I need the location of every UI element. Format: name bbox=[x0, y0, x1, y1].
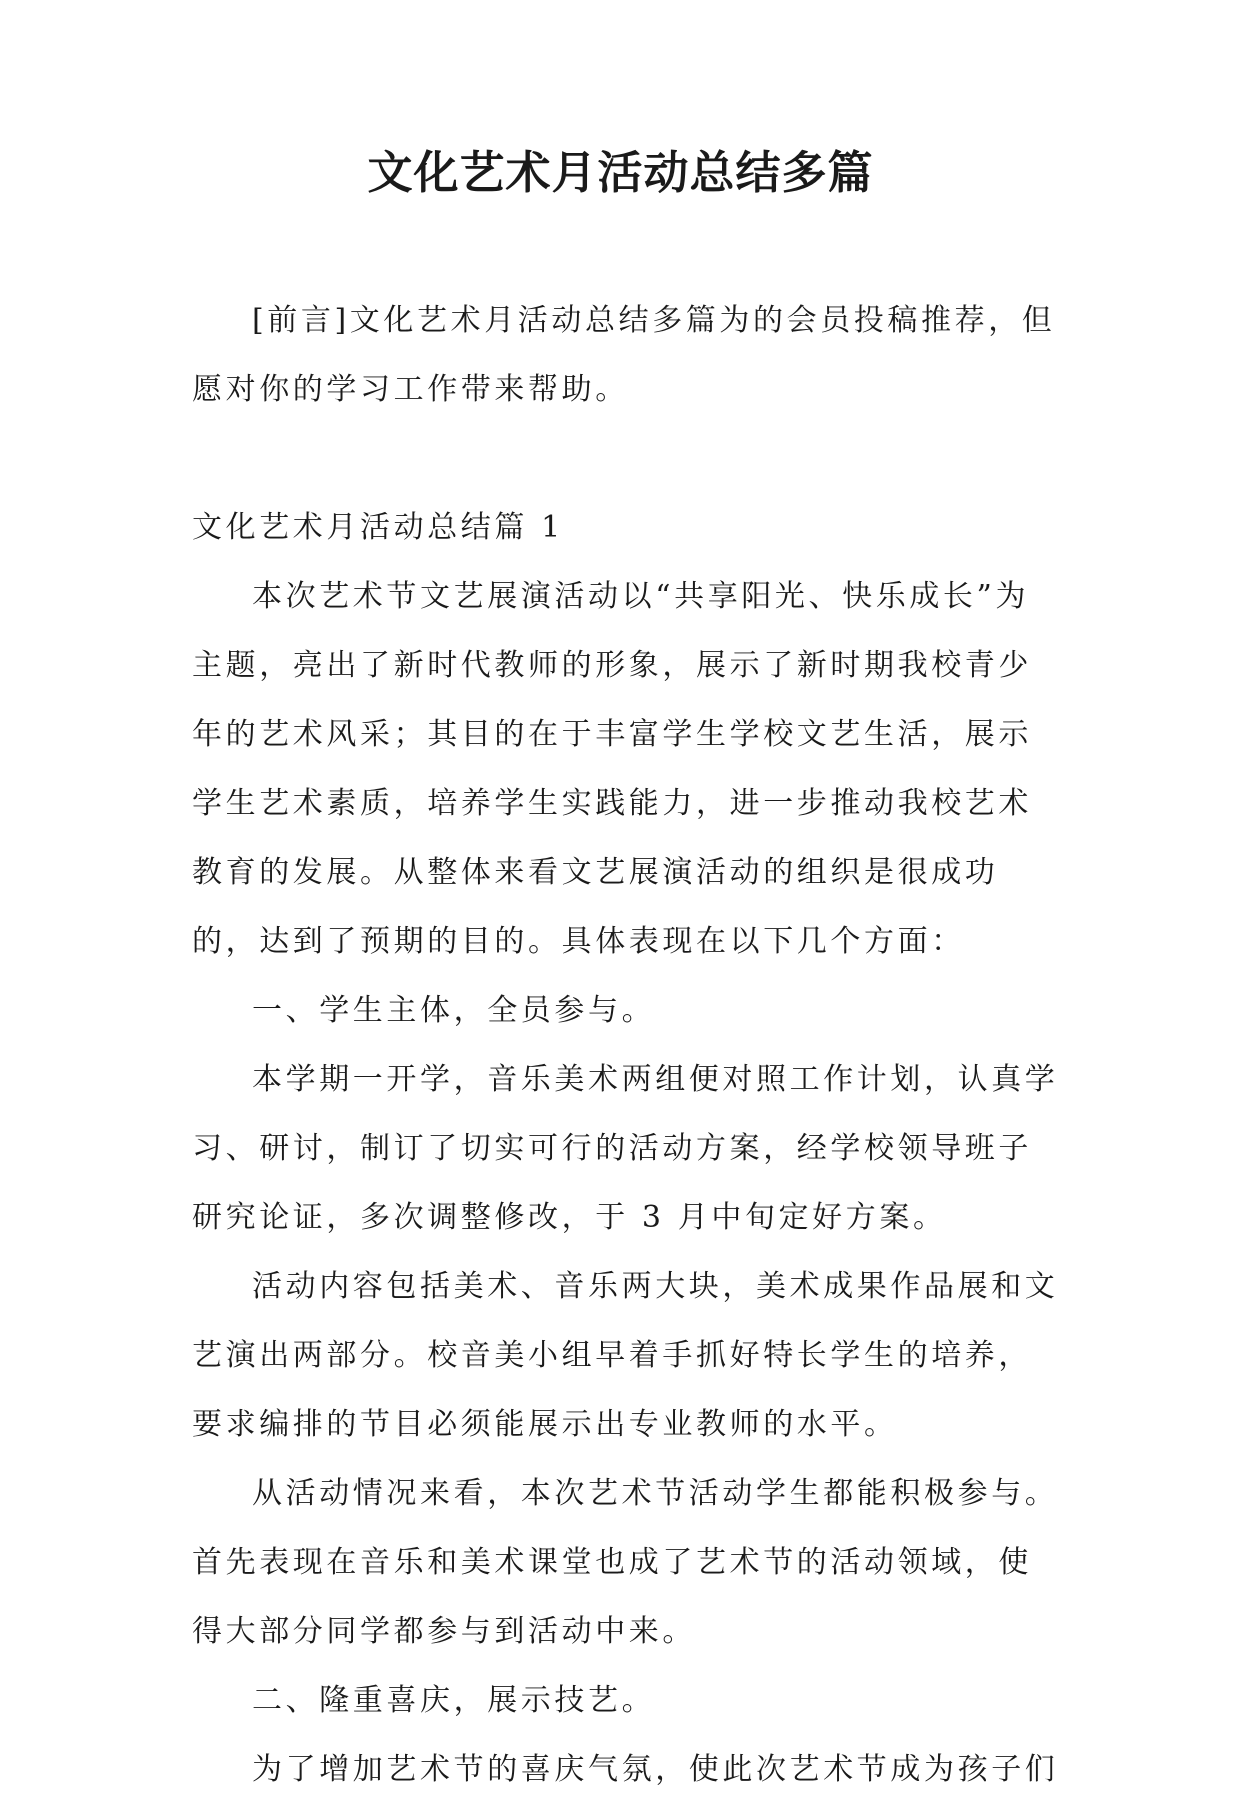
body-paragraph: 二、隆重喜庆，展示技艺。 bbox=[252, 1683, 656, 1718]
body-paragraph: 活动内容包括美术、音乐两大块，美术成果作品展和文艺演出两部分。校音美小组早着手抓好特长学生的培养，要求编排的节目必须能展示出专业教师的水平。 bbox=[192, 1269, 1059, 1442]
document-body bbox=[192, 286, 1062, 1804]
body-paragraph: 为了增加艺术节的喜庆气氛，使此次艺术节成为孩子们 bbox=[252, 1752, 1059, 1787]
paragraph-gap bbox=[192, 424, 1062, 493]
section-heading: 文化艺术月活动总结篇 1 bbox=[192, 510, 564, 545]
preface-paragraph: [前言]文化艺术月活动总结多篇为的会员投稿推荐，但愿对你的学习工作带来帮助。 bbox=[192, 303, 1056, 407]
body-paragraph: 本次艺术节文艺展演活动以“共享阳光、快乐成长”为主题，亮出了新时代教师的形象，展示了新时期我校青少年的艺术风采；其目的在于丰富学生学校文艺生活，展示学生艺术素质，培养学生实践能力，进一步推动我校艺术教育的发展。从整体来看文艺展演活动的组织是很成功的，达到了预期的目的。具体表现在以下几个方面： bbox=[192, 579, 1032, 959]
body-paragraph: 本学期一开学，音乐美术两组便对照工作计划，认真学习、研讨，制订了切实可行的活动方案，经学校领导班子研究论证，多次调整修改，于 3 月中旬定好方案。 bbox=[192, 1062, 1059, 1235]
document-title: 文化艺术月活动总结多篇 bbox=[367, 146, 874, 199]
body-paragraph: 一、学生主体，全员参与。 bbox=[252, 993, 656, 1028]
body-paragraph: 从活动情况来看，本次艺术节活动学生都能积极参与。首先表现在音乐和美术课堂也成了艺术节的活动领域，使得大部分同学都参与到活动中来。 bbox=[192, 1476, 1059, 1649]
